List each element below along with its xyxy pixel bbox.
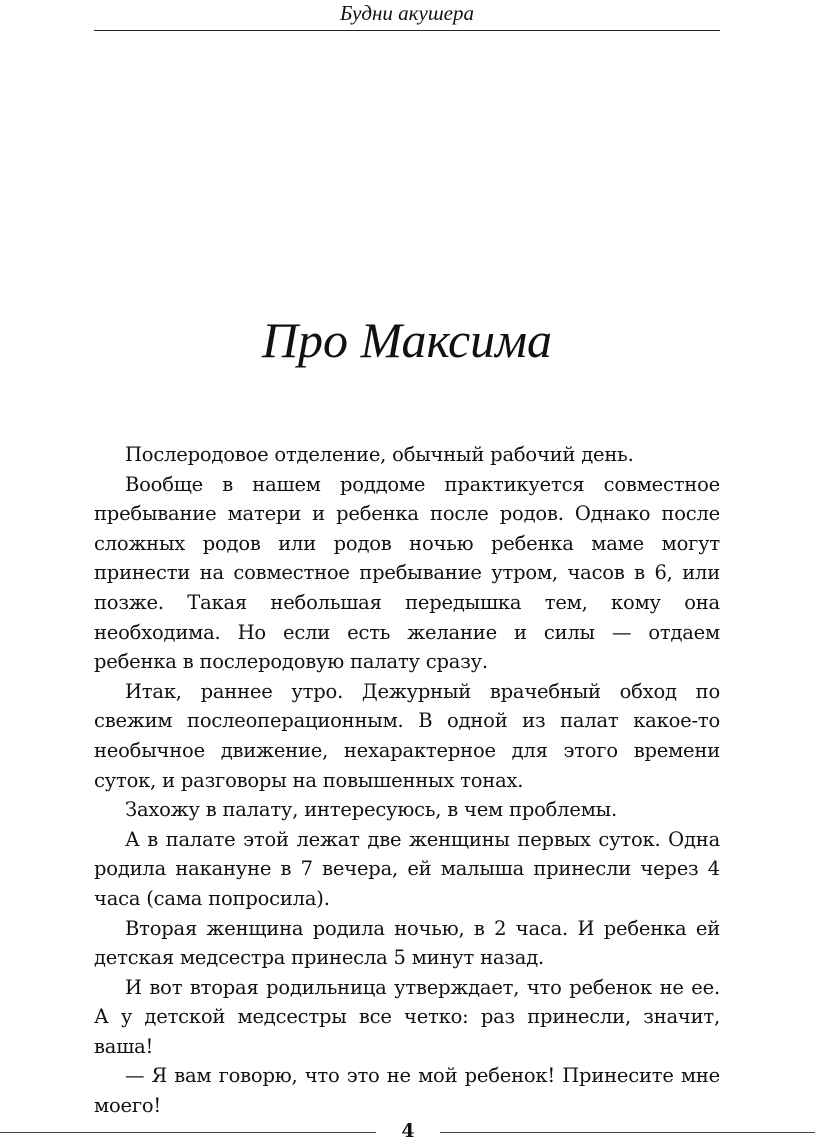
paragraph: Захожу в палату, интересуюсь, в чем проблемы. [125, 798, 617, 822]
footer-rule-right [440, 1132, 815, 1133]
paragraph: И вот вторая родильница утверждает, что ребенок не ее. А у детской медсестры все четко: раз принесли, значит, ваша! [94, 975, 720, 1058]
paragraph: Вообще в нашем роддоме практикуется совместное пребывание матери и ребенка после родов. Однако после сложных родов или родов ночью ребенка маме могут принести на совместное пребывание утром, часов в 6, или позже. Такая небольшая передышка тем, кому она необходима. Но если есть желание и силы — отдаем ребенка в послеродовую палату сразу. [94, 472, 720, 674]
running-head: Будни акушера [94, 0, 720, 31]
chapter-text [94, 440, 720, 1121]
chapter-title: Про Максима [261, 312, 553, 368]
paragraph: Итак, раннее утро. Дежурный врачебный обход по свежим послеоперационным. В одной из палат какое-то необычное движение, нехарактерное для этого времени суток, и разговоры на повышенных тонах. [94, 679, 720, 792]
footer-rule-left [0, 1132, 376, 1133]
paragraph: Вторая женщина родила ночью, в 2 часа. И ребенка ей детская медсестра принесла 5 минут назад. [94, 916, 720, 970]
paragraph: — Я вам говорю, что это не мой ребенок! Принесите мне моего! [94, 1064, 720, 1118]
page-footer [0, 1120, 815, 1142]
paragraph: Послеродовое отделение, обычный рабочий день. [125, 443, 634, 466]
paragraph: А в палате этой лежат две женщины первых суток. Одна родила накануне в 7 вечера, ей малыша принесли через 4 часа (сама попросила). [94, 827, 720, 910]
page-number: 4 [401, 1120, 415, 1142]
